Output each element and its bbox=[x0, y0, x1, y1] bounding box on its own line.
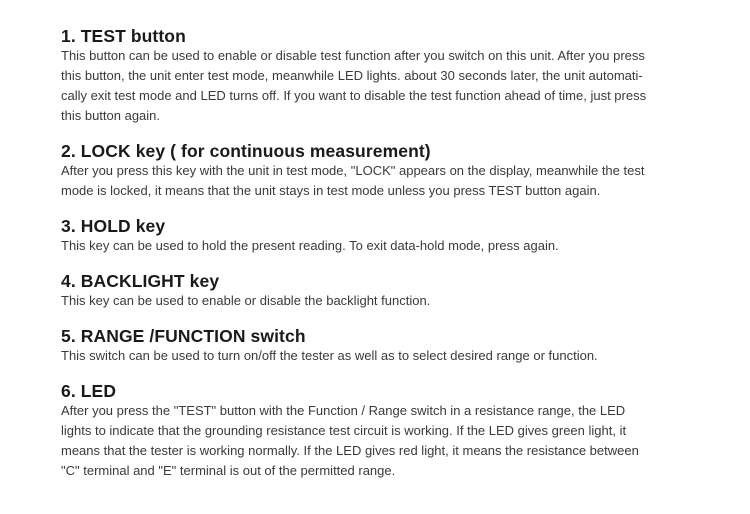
section-range-function-switch bbox=[61, 326, 721, 366]
paragraph-line: "C" terminal and "E" terminal is out of the permitted range. bbox=[61, 463, 396, 478]
paragraph-line: This key can be used to hold the present reading. To exit data-hold mode, press again. bbox=[61, 238, 559, 253]
section-heading: 6. LED bbox=[61, 381, 117, 401]
paragraph-line: cally exit test mode and LED turns off. If you want to disable the test function ahead of time, just press bbox=[61, 88, 647, 103]
section-heading: 4. BACKLIGHT key bbox=[61, 271, 220, 291]
paragraph-line: After you press this key with the unit in test mode, "LOCK" appears on the display, meanwhile the test bbox=[61, 163, 645, 178]
section-heading: 3. HOLD key bbox=[61, 216, 166, 236]
section-test-button bbox=[61, 26, 721, 126]
section-paragraph bbox=[61, 236, 721, 256]
paragraph-line: This button can be used to enable or disable test function after you switch on this unit. After you press bbox=[61, 48, 645, 63]
section-backlight-key bbox=[61, 271, 721, 311]
section-paragraph bbox=[61, 401, 721, 481]
paragraph-line: After you press the "TEST" button with the Function / Range switch in a resistance range, the LED bbox=[61, 403, 626, 418]
section-lock-key bbox=[61, 141, 721, 201]
section-heading: 2. LOCK key ( for continuous measurement) bbox=[61, 141, 431, 161]
section-paragraph bbox=[61, 346, 721, 366]
section-paragraph bbox=[61, 291, 721, 311]
section-heading: 5. RANGE /FUNCTION switch bbox=[61, 326, 306, 346]
section-heading: 1. TEST button bbox=[61, 26, 186, 46]
paragraph-line: mode is locked, it means that the unit stays in test mode unless you press TEST button again. bbox=[61, 183, 601, 198]
section-led bbox=[61, 381, 721, 481]
section-hold-key bbox=[61, 216, 721, 256]
paragraph-line: lights to indicate that the grounding resistance test circuit is working. If the LED gives green light, it bbox=[61, 423, 627, 438]
section-paragraph bbox=[61, 46, 721, 126]
document-body bbox=[61, 26, 721, 481]
paragraph-line: This key can be used to enable or disable the backlight function. bbox=[61, 293, 431, 308]
paragraph-line: this button again. bbox=[61, 108, 161, 123]
paragraph-line: this button, the unit enter test mode, meanwhile LED lights. about 30 seconds later, the unit automati- bbox=[61, 68, 643, 83]
paragraph-line: means that the tester is working normally. If the LED gives red light, it means the resistance between bbox=[61, 443, 639, 458]
section-paragraph bbox=[61, 161, 721, 201]
paragraph-line: This switch can be used to turn on/off the tester as well as to select desired range or function. bbox=[61, 348, 598, 363]
